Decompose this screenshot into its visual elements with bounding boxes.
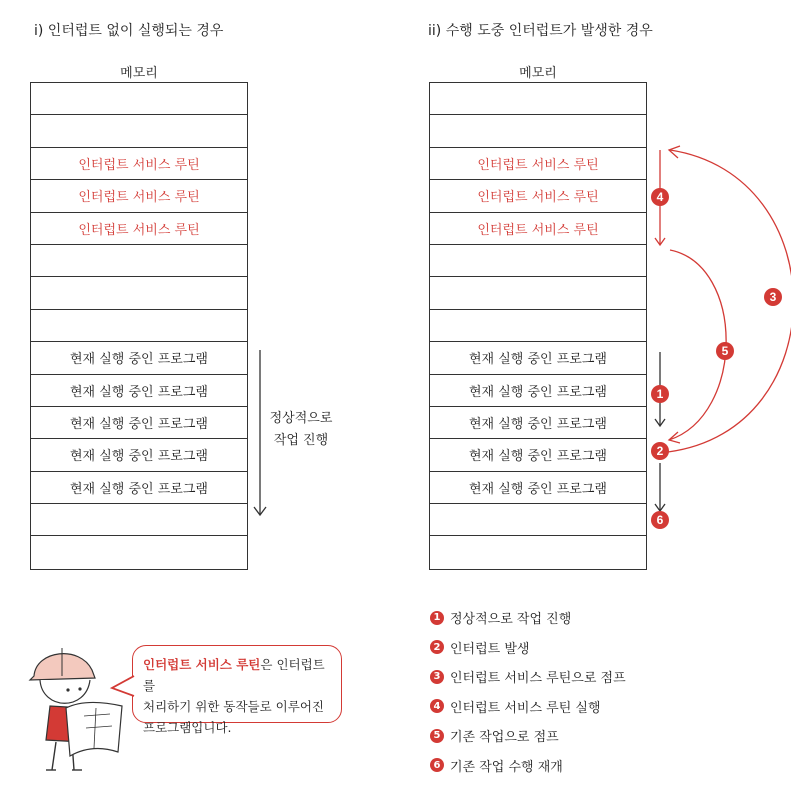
left-heading: i) 인터럽트 없이 실행되는 경우 bbox=[34, 23, 224, 39]
worker-character-illustration bbox=[30, 648, 122, 770]
isr-cell: 인터럽트 서비스 루틴 bbox=[430, 180, 646, 212]
legend-number-badge: 2 bbox=[430, 640, 444, 654]
isr-cell: 인터럽트 서비스 루틴 bbox=[31, 180, 247, 212]
legend-item bbox=[430, 692, 626, 722]
legend-number-badge: 4 bbox=[430, 699, 444, 713]
bubble-line1-rest: 은 인터럽트를 bbox=[143, 657, 325, 693]
marker-1 bbox=[651, 385, 669, 403]
legend-text: 인터럽트 서비스 루틴 실행 bbox=[450, 700, 601, 716]
legend-text: 인터럽트 발생 bbox=[450, 641, 530, 657]
legend-number-badge: 6 bbox=[430, 758, 444, 772]
program-cell: 현재 실행 중인 프로그램 bbox=[430, 407, 646, 439]
svg-text:1: 1 bbox=[656, 387, 664, 401]
marker-4 bbox=[651, 188, 669, 206]
program-cell: 현재 실행 중인 프로그램 bbox=[430, 342, 646, 374]
legend-number-badge: 1 bbox=[430, 611, 444, 625]
legend-item bbox=[430, 633, 626, 663]
legend-text: 기존 작업으로 점프 bbox=[450, 730, 559, 746]
legend-item bbox=[430, 721, 626, 751]
svg-text:4: 4 bbox=[656, 190, 664, 204]
legend-item bbox=[430, 603, 626, 633]
normal-flow-line2: 작업 진행 bbox=[273, 433, 329, 448]
svg-text:5: 5 bbox=[721, 344, 729, 358]
program-cell: 현재 실행 중인 프로그램 bbox=[31, 375, 247, 407]
right-heading: ii) 수행 도중 인터럽트가 발생한 경우 bbox=[428, 23, 653, 39]
step6-arrow bbox=[655, 463, 665, 511]
bubble-highlight-term: 인터럽트 서비스 루틴 bbox=[143, 657, 261, 672]
isr-cell: 인터럽트 서비스 루틴 bbox=[430, 148, 646, 180]
legend-text: 기존 작업 수행 재개 bbox=[450, 759, 563, 775]
program-cell: 현재 실행 중인 프로그램 bbox=[430, 439, 646, 471]
marker-3 bbox=[764, 288, 782, 306]
svg-text:3: 3 bbox=[769, 290, 777, 304]
legend-text: 정상적으로 작업 진행 bbox=[450, 612, 572, 628]
bubble-line2: 처리하기 위한 동작들로 이루어진 bbox=[143, 699, 324, 714]
program-cell: 현재 실행 중인 프로그램 bbox=[31, 407, 247, 439]
right-memory-label: 메모리 bbox=[519, 66, 557, 81]
isr-cell: 인터럽트 서비스 루틴 bbox=[31, 148, 247, 180]
program-cell: 현재 실행 중인 프로그램 bbox=[31, 472, 247, 504]
explanation-bubble bbox=[132, 645, 342, 735]
legend-item bbox=[430, 662, 626, 692]
bubble-line1 bbox=[143, 654, 331, 696]
program-cell: 현재 실행 중인 프로그램 bbox=[430, 375, 646, 407]
program-cell: 현재 실행 중인 프로그램 bbox=[31, 439, 247, 471]
svg-text:2: 2 bbox=[656, 444, 664, 458]
isr-cell: 인터럽트 서비스 루틴 bbox=[430, 213, 646, 245]
bubble-line3: 프로그램입니다. bbox=[143, 720, 232, 735]
legend-number-badge: 3 bbox=[430, 670, 444, 684]
legend-list bbox=[430, 603, 626, 780]
marker-5 bbox=[716, 342, 734, 360]
left-memory-label: 메모리 bbox=[120, 66, 158, 81]
isr-cell: 인터럽트 서비스 루틴 bbox=[31, 213, 247, 245]
program-cell: 현재 실행 중인 프로그램 bbox=[31, 342, 247, 374]
marker-2 bbox=[651, 442, 669, 460]
svg-text:6: 6 bbox=[656, 513, 664, 527]
legend-item bbox=[430, 751, 626, 781]
left-flow-arrow bbox=[254, 350, 266, 515]
legend-text: 인터럽트 서비스 루틴으로 점프 bbox=[450, 671, 626, 687]
legend-number-badge: 5 bbox=[430, 729, 444, 743]
program-cell: 현재 실행 중인 프로그램 bbox=[430, 472, 646, 504]
normal-flow-line1: 정상적으로 bbox=[269, 411, 333, 426]
marker-6 bbox=[651, 511, 669, 529]
